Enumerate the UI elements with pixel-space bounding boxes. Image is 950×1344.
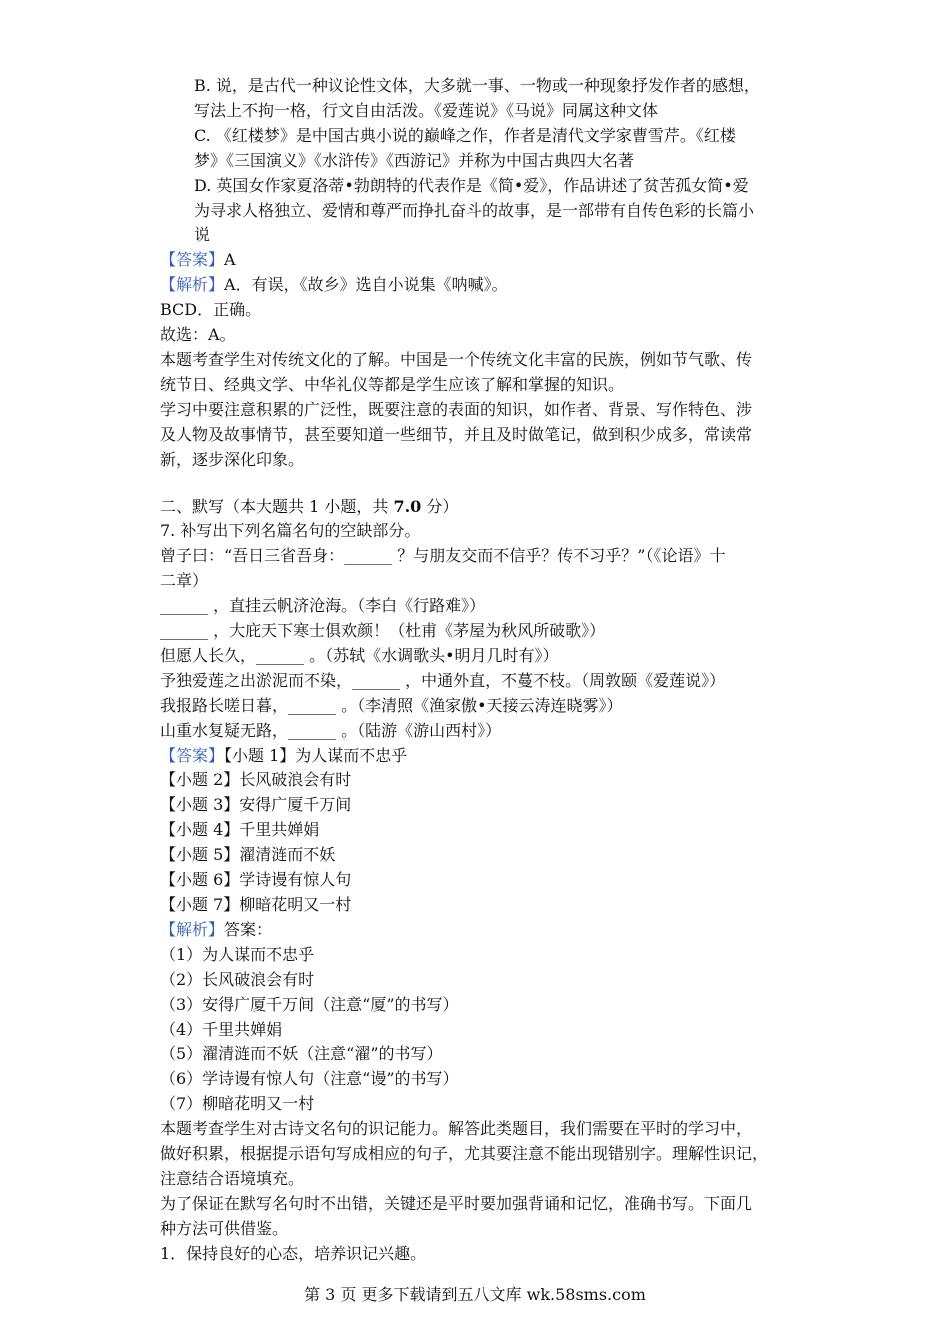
fill-blank-item: ______ ，直挂云帆济沧海。（李白《行路难》）	[160, 596, 486, 616]
analysis-line: 做好积累，根据提示语句写成相应的句子，尤其要注意不能出现错别字。理解性识记，	[160, 1144, 769, 1164]
analysis-line: 本题考查学生对古诗文名句的识记能力。解答此类题目，我们需要在平时的学习中，	[160, 1119, 753, 1139]
q7-analysis	[160, 918, 792, 943]
analysis-text: 答案：	[224, 919, 273, 939]
section-heading	[160, 495, 792, 520]
answer-line: 【小题 4】千里共婵娟	[160, 820, 320, 840]
answer-tag: 【答案】	[160, 745, 225, 765]
analysis-line: 1．保持良好的心态，培养识记兴趣。	[160, 1243, 427, 1263]
analysis-line: BCD．正确。	[160, 300, 262, 320]
analysis-line: 注意结合语境填充。	[160, 1168, 305, 1188]
section-heading-post: 分）	[421, 496, 459, 516]
option-c-line: 梦》《三国演义》《水浒传》《西游记》并称为中国古典四大名著	[194, 150, 635, 170]
q6-answer	[160, 248, 792, 273]
answer-line: 【小题 7】柳暗花明又一村	[160, 895, 352, 914]
analysis-line: 学习中要注意积累的广泛性，既要注意的表面的知识，如作者、背景、写作特色、涉	[160, 399, 753, 419]
analysis-line: 本题考查学生对传统文化的了解。中国是一个传统文化丰富的民族，例如节气歌、传	[160, 349, 753, 369]
answer-text: 【小题 1】为人谋而不忠乎	[224, 745, 408, 765]
q7-analysis-body	[160, 943, 792, 1267]
analysis-line: （3）安得广厦千万间（注意“厦”的书写）	[160, 994, 459, 1014]
question-7: 7. 补写出下列名篇名句的空缺部分。	[160, 521, 421, 541]
answer-line: 【小题 2】长风破浪会有时	[160, 770, 352, 790]
section-spacer	[160, 473, 792, 495]
fill-blank-item: 曾子曰：“吾日三省吾身：______ ？与朋友交而不信乎？传不习乎？”（《论语》十	[160, 546, 726, 566]
fill-blank-items	[160, 544, 792, 743]
analysis-line: 统节日、经典文学、中华礼仪等都是学生应该了解和掌握的知识。	[160, 374, 625, 394]
option-d-line: D. 英国女作家夏洛蒂•勃朗特的代表作是《简•爱》，作品讲述了贫苦孤女简•爱	[194, 175, 749, 195]
analysis-tag: 【解析】	[160, 275, 225, 295]
option-d-line: 为寻求人格独立、爱情和尊严而挣扎奋斗的故事，是一部带有自传色彩的长篇小	[194, 200, 755, 220]
section-score: 7.0	[393, 496, 422, 516]
option-b-line: B. 说，是古代一种议论性文体，大多就一事、一物或一种现象抒发作者的感想，	[194, 76, 760, 95]
option-b-line: 写法上不拘一格，行文自由活泼。《爱莲说》《马说》同属这种文体	[194, 100, 659, 120]
analysis-line: 新，逐步深化印象。	[160, 449, 305, 469]
analysis-line: 故选：A。	[160, 325, 236, 345]
page-footer: 第 3 页 更多下载请到五八文库 wk.58sms.com	[304, 1285, 646, 1304]
section-heading-pre: 二、默写（本大题共 1 小题，共	[160, 496, 394, 516]
analysis-line: （5）濯清涟而不妖（注意“濯”的书写）	[160, 1044, 443, 1064]
fill-blank-item: 二章）	[160, 571, 209, 591]
fill-blank-item: 我报路长嗟日暮，______ 。（李清照《渔家傲•天接云涛连晓雾》）	[160, 695, 623, 715]
analysis-line: 为了保证在默写名句时不出错，关键还是平时要加强背诵和记忆，准确书写。下面几	[160, 1193, 753, 1213]
option-d	[160, 174, 792, 249]
q7-answer-list	[160, 768, 792, 917]
analysis-line: （1）为人谋而不忠乎	[160, 944, 315, 964]
answer-line: 【小题 6】学诗谩有惊人句	[160, 870, 352, 890]
q6-analysis-body	[160, 298, 792, 472]
fill-blank-item: 但愿人长久，______ 。（苏轼《水调歌头•明月几时有》）	[160, 645, 559, 665]
option-c-line: C. 《红楼梦》是中国古典小说的巅峰之作，作者是清代文学家曹雪芹。《红楼	[194, 125, 736, 145]
option-b	[160, 74, 792, 124]
answer-tag: 【答案】	[160, 250, 225, 270]
analysis-line: 及人物及故事情节，甚至要知道一些细节，并且及时做笔记，做到积少成多，常读常	[160, 424, 753, 444]
fill-blank-item: 山重水复疑无路，______ 。（陆游《游山西村》）	[160, 720, 502, 740]
answer-line: 【小题 5】濯清涟而不妖	[160, 845, 336, 865]
q6-analysis	[160, 273, 792, 298]
option-d-line: 说	[194, 225, 211, 245]
analysis-tag: 【解析】	[160, 919, 225, 939]
analysis-line: （4）千里共婵娟	[160, 1019, 283, 1039]
q7-answer	[160, 744, 792, 769]
analysis-line: 种方法可供借鉴。	[160, 1218, 289, 1238]
fill-blank-item: ______ ，大庇天下寒士俱欢颜！（杜甫《茅屋为秋风所破歌》）	[160, 621, 606, 641]
option-c	[160, 124, 792, 174]
answer-line: 【小题 3】安得广厦千万间	[160, 795, 352, 815]
analysis-line: （7）柳暗花明又一村	[160, 1094, 315, 1114]
page-content	[160, 74, 792, 1267]
analysis-text: A．有误，《故乡》选自小说集《呐喊》。	[224, 275, 508, 295]
fill-blank-item: 予独爱莲之出淤泥而不染，______ ，中通外直，不蔓不枝。（周敦颐《爱莲说》）	[160, 670, 726, 690]
analysis-line: （6）学诗谩有惊人句（注意“谩”的书写）	[160, 1069, 459, 1089]
answer-text: A	[224, 250, 236, 270]
analysis-line: （2）长风破浪会有时	[160, 969, 315, 989]
